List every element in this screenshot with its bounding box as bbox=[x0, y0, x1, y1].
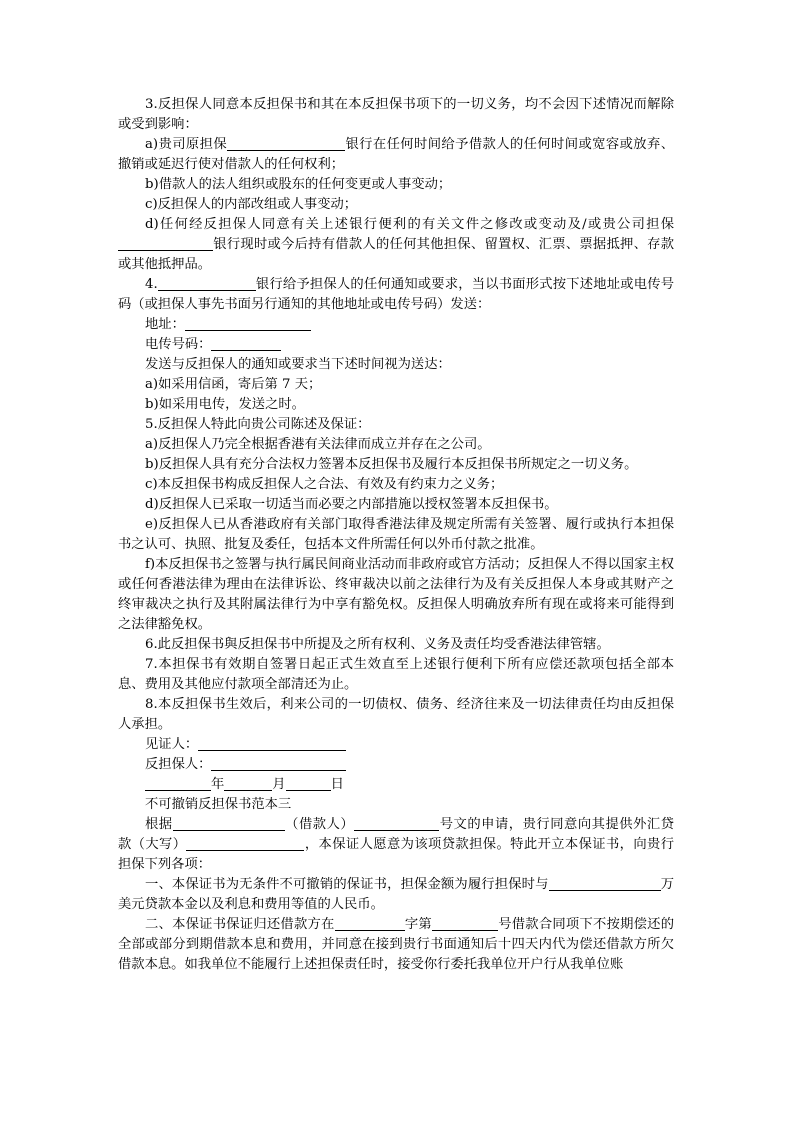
clause-8: 8.本反担保书生效后，利来公司的一切债权、债务、经济往来及一切法律责任均由反担保人承担。 bbox=[118, 697, 674, 732]
clause-4-deemed: 发送与反担保人的通知或要求当下述时间视为送达： bbox=[145, 357, 451, 372]
clause-5d: d)反担保人已采取一切适当而必要之内部措施以授权签署本反担保书。 bbox=[145, 497, 558, 512]
clause-4b: b)如采用电传，发送之时。 bbox=[145, 397, 305, 412]
blank-field[interactable] bbox=[432, 916, 498, 931]
date-line: 年 月 日 bbox=[118, 775, 674, 795]
clause-3-intro: 3.反担保人同意本反担保书和其在本反担保书项下的一切义务，均不会因下述情况而解除或受到影响： bbox=[118, 97, 674, 132]
clause-3b: b)借款人的法人组织或股东的任何变更或人事变动； bbox=[145, 177, 452, 192]
clause-3c: c)反担保人的内部改组或人事变动； bbox=[145, 197, 358, 212]
blank-field[interactable] bbox=[335, 916, 405, 931]
sample-title: 不可撤销反担保书范本三 bbox=[145, 797, 292, 812]
month-field[interactable] bbox=[224, 776, 272, 791]
sample-item-1: 一、本保证书为无条件不可撤销的保证书，担保金额为履行担保时与 万美元贷款本金以及利息和费用等值的人民币。 bbox=[118, 877, 675, 912]
blank-field[interactable] bbox=[158, 276, 256, 291]
clause-4: 4. 银行给予担保人的任何通知或要求，当以书面形式按下述地址或电传号码（或担保人事先书面另行通知的其他地址或电传号码）发送： bbox=[118, 277, 674, 312]
blank-field[interactable] bbox=[227, 136, 345, 151]
address-field[interactable] bbox=[185, 316, 311, 331]
telex-field[interactable] bbox=[211, 336, 281, 351]
witness-line: 见证人： bbox=[118, 735, 674, 755]
clause-5f: f)本反担保书之签署与执行属民间商业活动而非政府或官方活动；反担保人不得以国家主权或任何香港法律为理由在法律诉讼、终审裁决以前之法律行为及有关反担保人本身或其财产之终审裁决之执行及其附属法律行为中享有豁免权。反担保人明确放弃所有现在或将来可能得到之法律豁免权。 bbox=[118, 557, 674, 632]
witness-field[interactable] bbox=[198, 736, 346, 751]
blank-field[interactable] bbox=[354, 816, 439, 831]
clause-5c: c)本反担保书构成反担保人之合法、有效及有约束力之义务； bbox=[145, 477, 504, 492]
clause-3a: a)贵司原担保 银行在任何时间给予借款人的任何时间或宽容或放弃、撤销或延迟行使对借款人的任何权利； bbox=[118, 137, 674, 172]
clause-7: 7.本担保书有效期自签署日起正式生效直至上述银行便利下所有应偿还款项包括全部本息、费用及其他应付款项全部清还为止。 bbox=[118, 657, 674, 692]
sample-intro: 根据 （借款人） 号文的申请，贵行同意向其提供外汇贷款（大写） ，本保证人愿意为该项贷款担保。特此开立本保证书，向贵行担保下列各项： bbox=[118, 817, 675, 872]
clause-3d: d)任何经反担保人同意有关上述银行便利的有关文件之修改或变动及/或贵公司担保银行现时或今后持有借款人的任何其他担保、留置权、汇票、票据抵押、存款或其他抵押品。 bbox=[118, 217, 674, 272]
day-field[interactable] bbox=[286, 776, 331, 791]
document-body bbox=[118, 95, 674, 975]
blank-field[interactable] bbox=[186, 836, 304, 851]
blank-field[interactable] bbox=[173, 816, 285, 831]
counter-guarantor-field[interactable] bbox=[211, 756, 346, 771]
year-field[interactable] bbox=[145, 776, 211, 791]
blank-field[interactable] bbox=[118, 236, 213, 251]
address-line: 地址： bbox=[118, 315, 674, 335]
telex-line: 电传号码： bbox=[118, 335, 674, 355]
clause-5a: a)反担保人乃完全根据香港有关法律而成立并存在之公司。 bbox=[145, 437, 491, 452]
sample-item-2: 二、本保证书保证归还借款方在 字第 号借款合同项下不按期偿还的全部或部分到期借款本息和费用，并同意在接到贵行书面通知后十四天内代为偿还借款方所欠借款本息。如我单位不能履行上述担保责任时，接受你行委托我单位开户行从我单位账 bbox=[118, 917, 675, 972]
clause-6: 6.此反担保书與反担保书中所提及之所有权利、义务及责任均受香港法律管辖。 bbox=[145, 637, 610, 652]
clause-5e: e)反担保人已从香港政府有关部门取得香港法律及规定所需有关签署、履行或执行本担保书之认可、执照、批复及委任，包括本文件所需任何以外币付款之批准。 bbox=[118, 517, 674, 552]
clause-5b: b)反担保人具有充分合法权力签署本反担保书及履行本反担保书所规定之一切义务。 bbox=[145, 457, 638, 472]
clause-5-intro: 5.反担保人特此向贵公司陈述及保证： bbox=[145, 417, 371, 432]
clause-4a: a)如采用信函，寄后第 7 天； bbox=[145, 377, 322, 392]
blank-field[interactable] bbox=[549, 876, 661, 891]
counter-guarantor-line: 反担保人： bbox=[118, 755, 674, 775]
